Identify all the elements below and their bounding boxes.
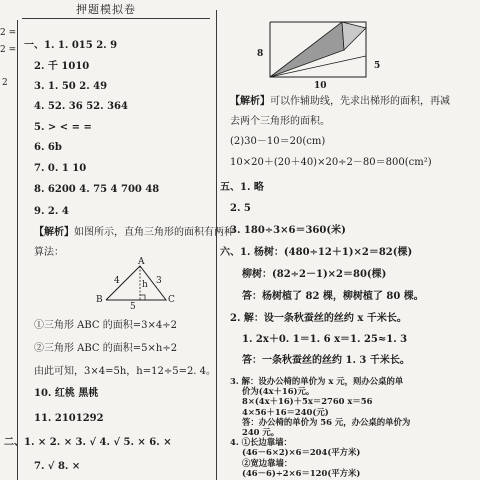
answer-line: 2. 解：设一条秋蚕丝的丝约 x 千米长。 — [230, 313, 407, 324]
answer-line: (46－6×2)×6＝204(平方米) — [242, 447, 361, 458]
analysis-tag: 【解析】 — [230, 96, 270, 107]
center-gutter-rule — [216, 10, 217, 480]
answer-line: 答：杨树植了 82 棵，柳树植了 80 棵。 — [242, 291, 424, 302]
answer-line: 一、1. 1. 015 2. 9 — [24, 40, 118, 51]
answer-line: 五、1. 略 — [220, 182, 264, 193]
answer-line: 3. 1. 50 2. 49 — [34, 81, 108, 92]
analysis-line — [230, 96, 450, 108]
side-label-4: 4 — [114, 276, 120, 286]
answer-line: 8×(4x＋16)＋5x＝2760 x＝56 — [242, 396, 373, 407]
method-line: 由此可知，3×4=5h，h=12÷5=2. 4。 — [34, 366, 217, 377]
answer-line: 4. ①长边靠墙： — [230, 437, 292, 448]
analysis-tag: 【解析】 — [34, 227, 74, 238]
answer-line: 7. √ 8. × — [34, 461, 81, 472]
margin-fragment: 2 — [2, 78, 8, 88]
height-label-h: h — [142, 280, 148, 290]
margin-fragment: 2 = — [0, 45, 17, 55]
answer-line: 二、1. × 2. × 3. √ 4. √ 5. × 6. × — [4, 437, 172, 448]
answer-line: 11. 2101292 — [34, 413, 104, 424]
header-rule — [22, 18, 210, 19]
analysis-text: 如图所示，直角三角形的面积有两种 — [74, 227, 234, 238]
answer-line: (46－6)÷2×6＝120(平方米) — [242, 467, 361, 478]
answer-line: 7. 0. 1 10 — [34, 163, 87, 174]
margin-fragment: 2 = — [0, 28, 17, 38]
method-line: ②三角形 ABC 的面积=5×h÷2 — [34, 343, 178, 354]
answer-line: 价为(4x＋16)元。 — [242, 386, 315, 397]
vertex-label-c: C — [168, 295, 175, 305]
answer-line: 柳树：(82÷2－1)×2＝80(棵) — [242, 269, 387, 280]
answer-line: 9. 2. 4 — [34, 206, 69, 217]
answer-line: 3. 解：设办公椅的单价为 x 元，则办公桌的单 — [230, 376, 404, 386]
answer-line: ②宽边靠墙： — [242, 457, 293, 468]
analysis-line: 去两个三角形的面积。 — [230, 116, 330, 127]
method-line: ①三角形 ABC 的面积=3×4÷2 — [34, 320, 177, 331]
answer-line: 答：一条秋蚕丝的丝约 1. 3 千米长。 — [242, 355, 410, 366]
figure-label-8: 8 — [257, 49, 264, 59]
answer-line: 4. 52. 36 52. 364 — [34, 101, 128, 112]
answer-line: 2. 5 — [230, 203, 251, 214]
answer-line: 6. 6b — [34, 142, 62, 153]
answer-line: 1. 2x＋0. 1＝1. 6 x＝1. 25≈1. 3 — [242, 334, 408, 345]
side-label-3: 3 — [156, 276, 162, 286]
answer-line: 六、1. 杨树：(480÷12＋1)×2＝82(棵) — [220, 247, 413, 258]
analysis-line: 10×20＋(20＋40)×20÷2－80＝800(cm²) — [230, 157, 432, 168]
answer-line: 4×56＋16＝240(元) — [242, 406, 329, 417]
page-title: 押题模拟卷 — [76, 3, 136, 16]
vertex-label-b: B — [96, 295, 103, 305]
analysis-line: (2)30－10＝20(cm) — [230, 136, 326, 147]
analysis-line — [34, 227, 234, 239]
analysis-text: 可以作辅助线，先求出梯形的面积，再减 — [270, 96, 450, 107]
answer-line: 10. 红桃 黑桃 — [34, 388, 99, 399]
answer-line: 8. 6200 4. 75 4 700 48 — [34, 184, 160, 195]
figure-label-10: 10 — [314, 81, 327, 91]
figure-label-5: 5 — [374, 61, 381, 71]
answer-line: 5. > < = = — [34, 122, 92, 133]
vertex-label-a: A — [138, 257, 145, 267]
answer-line: 答：办公椅的单价为 56 元，办公桌的单价为 — [242, 416, 411, 427]
left-column-rule — [17, 20, 18, 480]
answer-line: 3. 180÷3×6＝360(米) — [230, 225, 346, 236]
answer-line: 240 元。 — [242, 427, 280, 437]
shaded-triangle-light — [342, 22, 366, 50]
right-angle-mark — [140, 295, 145, 300]
analysis-line: 算法： — [34, 247, 64, 258]
answer-line: 2. 千 1010 — [34, 61, 90, 72]
side-label-5: 5 — [130, 302, 136, 312]
